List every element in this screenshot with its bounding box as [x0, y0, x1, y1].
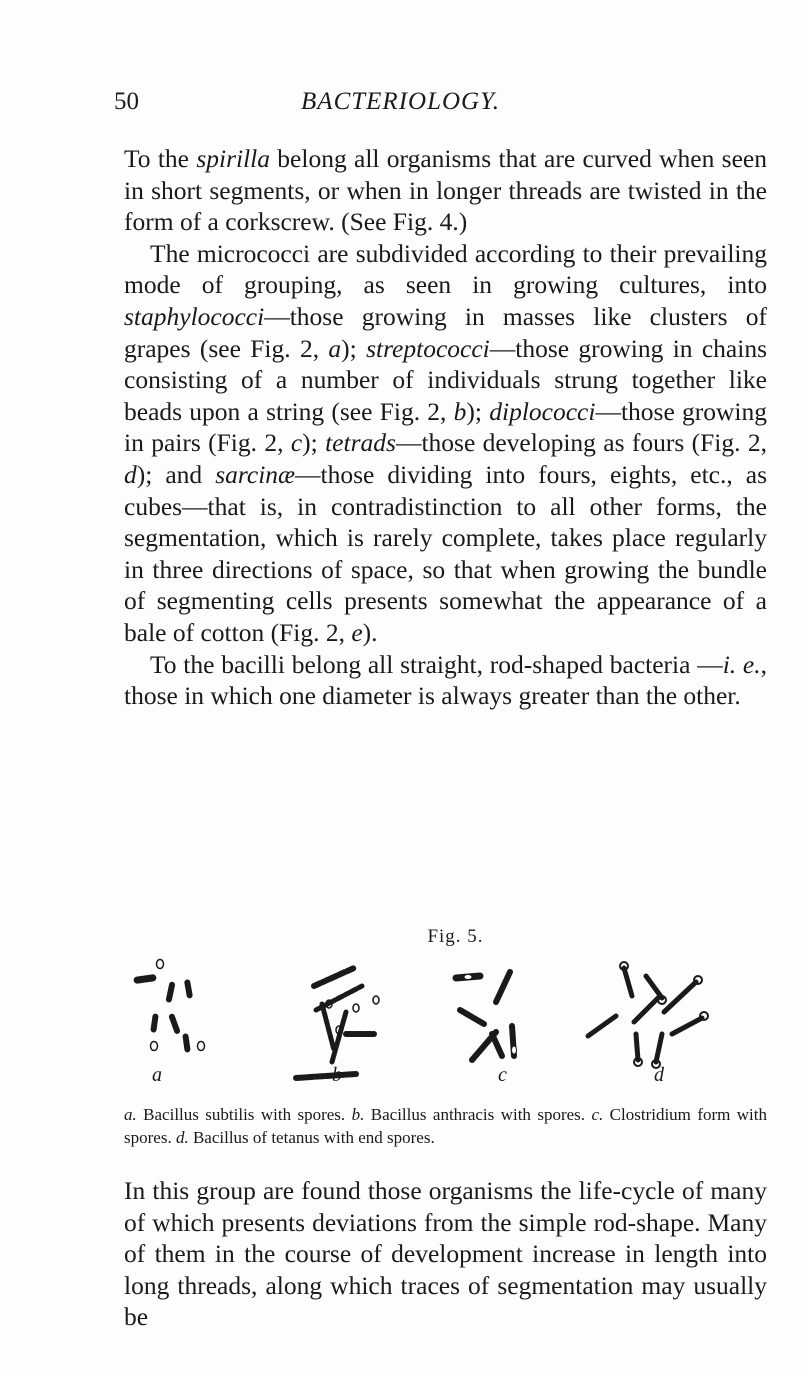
running-title: BACTERIOLOGY. [301, 88, 500, 115]
bacilli-illustration [124, 952, 767, 1092]
figure-5 [124, 926, 767, 1092]
panel-b-drawing [296, 968, 379, 1078]
main-text [124, 143, 767, 712]
panel-a-drawing [134, 960, 205, 1053]
panel-d-drawing [588, 962, 708, 1068]
figure-label: Fig. 5. [427, 926, 484, 947]
page-header [0, 88, 801, 122]
panel-c-drawing [456, 972, 517, 1060]
panel-letter-b: b [332, 1064, 342, 1086]
paragraph-life-cycle: In this group are found those organisms the life-cycle of many of which presents deviations from the simple rod-shape. Many of them in the course of development increase in length into long threads, along which traces of segmentation may usually be [124, 1176, 767, 1332]
figure-caption: a. Bacillus subtilis with spores. b. Bacillus anthracis with spores. c. Clostridium form with spores. d. Bacillus of tetanus with end spores. [124, 1105, 768, 1147]
paragraph-spirilla: To the spirilla belong all organisms that are curved when seen in short segments, or when in longer threads are twisted in the form of a corkscrew. (See Fig. 4.) [124, 144, 767, 237]
panel-letter-a: a [152, 1064, 162, 1086]
paragraph-bacilli: To the bacilli belong all straight, rod-shaped bacteria —i. e., those in which one diameter is always greater than the other. [124, 649, 768, 711]
panel-letter-d: d [654, 1064, 664, 1086]
paragraph-micrococci: The micrococci are subdivided according to their prevailing mode of grouping, as seen in growing cultures, into staphylococci—those growing in masses like clusters of grapes (see Fig. 2, a); streptococci—those growing in chains consisting of a number of individuals strung together like beads upon a string (see Fig. 2, b); diplococci—those growing in pairs (Fig. 2, c); tetrads—those developing as fours (Fig. 2, d); and sarcinæ—those dividing into fours, eights, etc., as cubes—that is, in contradistinction to all other forms, the segmentation, which is rarely complete, takes place regularly in three directions of space, so that when growing the bundle of segmenting cells presents somewhat the appearance of a bale of cotton (Fig. 2, e). [124, 238, 768, 647]
panel-letter-c: c [498, 1064, 507, 1086]
page-number: 50 [114, 88, 139, 115]
main-text-continued [124, 1175, 767, 1333]
figure-illustration [124, 952, 767, 1092]
